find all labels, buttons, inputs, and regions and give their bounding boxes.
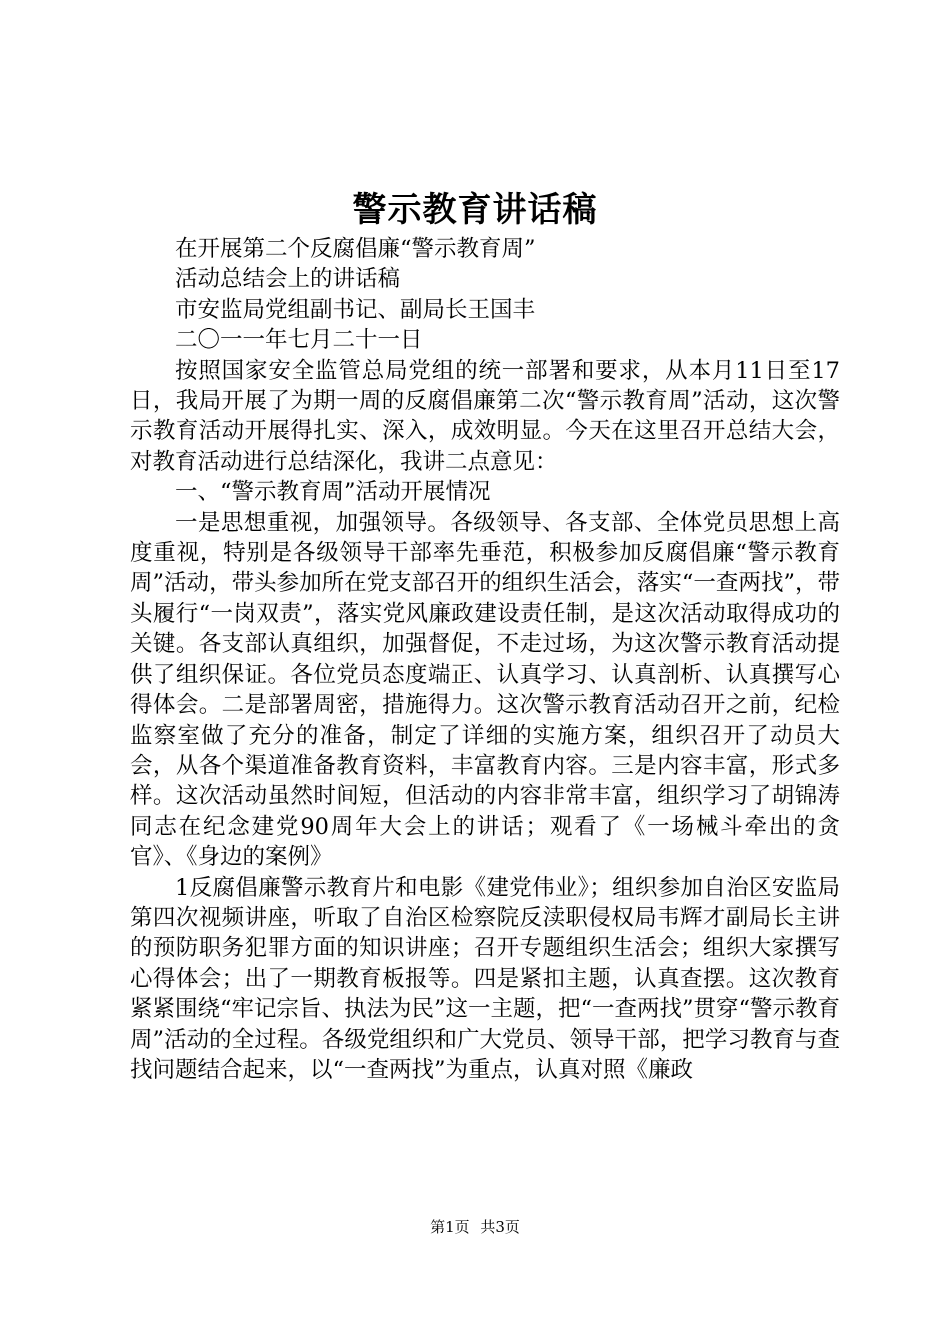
page-total: 共3页 [480, 1218, 520, 1236]
section-heading: 一、“警示教育周”活动开展情况 [175, 479, 491, 506]
body-paragraph: 一是思想重视，加强领导。各级领导、各支部、全体党员思想上高度重视，特别是各级领导干部率先垂范，积极参加反腐倡廉“警示教育周”活动，带头参加所在党支部召开的组织生活会，落实“一查两找”，带头履行“一岗双责”，落实党风廉政建设责任制，是这次活动取得成功的关键。各支部认真组织，加强督促，不走过场，为这次警示教育活动提供了组织保证。各位党员态度端正、认真学习、认真剖析、认真撰写心得体会。二是部署周密，措施得力。这次警示教育活动召开之前，纪检监察室做了充分的准备，制定了详细的实施方案，组织召开了动员大会，从各个渠道准备教育资料，丰富教育内容。三是内容丰富，形式多样。这次活动虽然时间短，但活动的内容非常丰富，组织学习了胡锦涛同志在纪念建党90周年大会上的讲话；观看了《一场械斗牵出的贪官》、《身边的案例》 [130, 509, 840, 871]
body-paragraph: 1反腐倡廉警示教育片和电影《建党伟业》；组织参加自治区安监局第四次视频讲座，听取了自治区检察院反渎职侵权局韦辉才副局长主讲的预防职务犯罪方面的知识讲座；召开专题组织生活会；组织大家撰写心得体会；出了一期教育板报等。四是紧扣主题，认真查摆。这次教育紧紧围绕“牢记宗旨、执法为民”这一主题，把“一查两找”贯穿“警示教育周”活动的全过程。各级党组织和广大党员、领导干部，把学习教育与查找问题结合起来，以“一查两找”为重点，认真对照《廉政 [130, 874, 841, 1083]
document-title: 警示教育讲话稿 [352, 190, 598, 230]
speaker-line: 市安监局党组副书记、副局长王国丰 [175, 296, 536, 323]
subtitle-line-2: 活动总结会上的讲话稿 [175, 266, 401, 293]
intro-paragraph: 按照国家安全监管总局党组的统一部署和要求，从本月11日至17日，我局开展了为期一周的反腐倡廉第二次“警示教育周”活动，这次警示教育活动开展得扎实、深入，成效明显。今天在这里召开总结大会，对教育活动进行总结深化，我讲二点意见： [130, 357, 840, 475]
date-line: 二〇一一年七月二十一日 [175, 327, 423, 354]
subtitle-line-1: 在开展第二个反腐倡廉“警示教育周” [175, 236, 536, 262]
document-body [130, 234, 840, 1085]
page-footer [0, 1216, 950, 1237]
page-number: 第1页 [430, 1218, 470, 1236]
